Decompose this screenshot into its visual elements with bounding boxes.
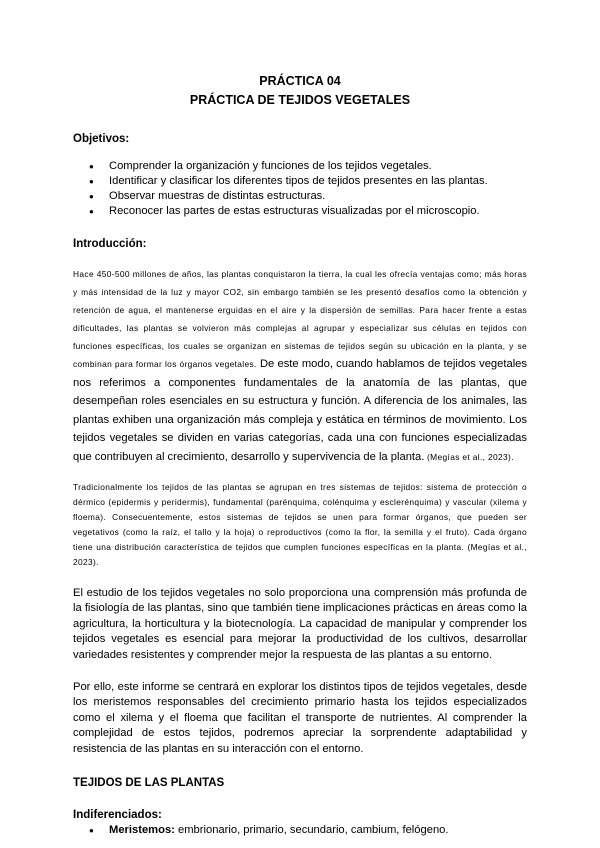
introduction-paragraph-4: Por ello, este informe se centrará en explorar los distintos tipos de tejidos vegetales, desde los meristemos responsables del crecimiento primario hasta los tejidos especializados como el xilema y el floema que facilitan el transporte de nutrientes. Al comprender la complejidad de estos tejidos, podremos apreciar la sorprendente adaptabilidad y resistencia de las plantas en su interacción con el entorno. (73, 680, 527, 755)
document-page (73, 72, 527, 838)
introduction-paragraph-1 (73, 264, 527, 466)
intro-p1-part-normal: De este modo, cuando hablamos de tejidos vegetales nos referimos a componentes fundamentales de la anatomía de las plantas, que desempeñan roles esenciales en su estructura y función. A diferencia de los animales, las plantas exhiben una organización más compleja y estática en términos de movimiento. Los tejidos vegetales se dividen en varias categorías, cada una con funciones especializadas que contribuyen al crecimiento, desarrollo y supervivencia de la planta. (73, 358, 527, 463)
objective-item: ● Identificar y clasificar los diferentes tipos de tejidos presentes en las plantas. (92, 174, 527, 189)
tissues-list (73, 823, 527, 838)
intro-p1-citation: (Megías et al., 2023). (424, 451, 514, 462)
introduction-heading: Introducción: (73, 238, 147, 250)
objectives-heading: Objetivos: (73, 133, 130, 145)
objective-item: ● Reconocer las partes de estas estructuras visualizadas por el microscopio. (92, 204, 527, 219)
tissue-item (92, 823, 527, 838)
introduction-paragraph-2: Tradicionalmente los tejidos de las plantas se agrupan en tres sistemas de tejidos: sistema de protección o dérmico (epidermis y peridermis), fundamental (parénquima, colénquima y esclerénquima) y vascular (xilema y floema). Consecuentemente, estos sistemas de tejidos se unen para formar órganos, que pueden ser vegetativos (como la raíz, el tallo y la hoja) o reproductivos (como la flor, la semilla y el fruto). Cada órgano tiene una distribución característica de tejidos que cumplen funciones específicas en la planta. (Megías et al., 2023). (73, 481, 527, 567)
introduction-paragraph-3: El estudio de los tejidos vegetales no solo proporciona una comprensión más profunda de la fisiología de las plantas, sino que también tiene implicaciones prácticas en áreas como la agricultura, la horticultura y la biotecnología. La capacidad de manipular y comprender los tejidos vegetales es esencial para mejorar la productividad de los cultivos, desarrollar variedades resistentes y comprender mejor la respuesta de las plantas a su entorno. (73, 586, 527, 661)
tissue-term: Meristemos: (109, 823, 175, 836)
intro-p1-part-small: Hace 450-500 millones de años, las plantas conquistaron la tierra, la cual les ofrecía ventajas como; más horas y más intensidad de la luz y mayor CO2, sin embargo también se les presentó desafíos como la obtención y retención de agua, el mantenerse erguidas en el aire y la dispersión de semillas. Para hacer frente a estas dificultades, las plantas se volvieron más complejas al agrupar y especializar sus células en tejidos con funciones específicas, los cuales se organizan en sistemas de tejidos según su ubicación en la planta, y se combinan para formar los órganos vegetales. (73, 269, 527, 369)
undifferentiated-heading: Indiferenciados: (73, 808, 162, 821)
objective-item: ● Comprender la organización y funciones de los tejidos vegetales. (92, 159, 527, 174)
tissue-description: embrionario, primario, secundario, cambium, felógeno. (174, 823, 449, 836)
tissues-heading: TEJIDOS DE LAS PLANTAS (73, 776, 225, 789)
objectives-list (73, 159, 527, 219)
practice-number: PRÁCTICA 04 (259, 74, 341, 88)
objective-item: ● Observar muestras de distintas estructuras. (92, 189, 527, 204)
practice-title: PRÁCTICA DE TEJIDOS VEGETALES (189, 93, 411, 107)
